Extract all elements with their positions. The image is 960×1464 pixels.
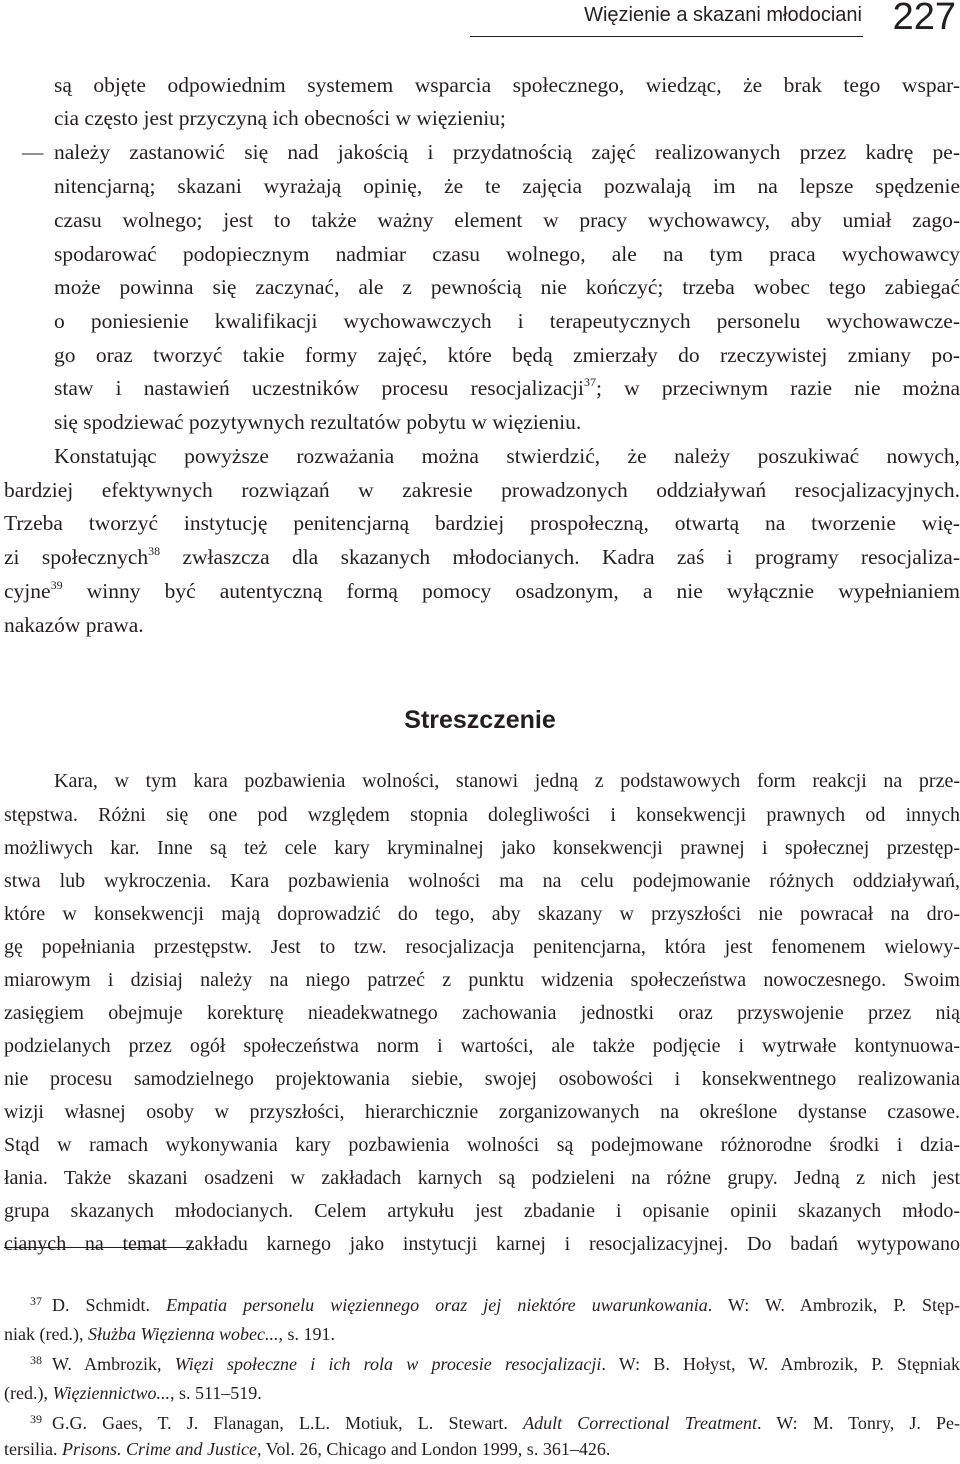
footnote-38 <box>30 1350 960 1378</box>
footnote-37 <box>30 1291 960 1319</box>
summary-line: podzielanych przez ogół społeczeństwa norm i wartości, ale także podjęcie i wytrwałe kontynuowa- <box>4 1035 960 1057</box>
body-line: są objęte odpowiednim systemem wsparcia społecznego, wiedząc, że brak tego wspar- <box>54 73 960 97</box>
body-line: bardziej efektywnych rozwiązań w zakresie prowadzonych oddziaływań resocjalizacyjnych. <box>4 478 960 502</box>
footnote-37-cont <box>4 1320 960 1348</box>
summary-line: które w konsekwencji mają doprowadzić do tego, aby skazany w przyszłości nie powracał na dro- <box>4 903 960 925</box>
footnote-text: . W: M. Tonry, J. Pe- <box>757 1413 960 1433</box>
footnote-39 <box>30 1409 960 1437</box>
footnote-text: , s. 191. <box>278 1324 335 1344</box>
footnote-39-cont <box>4 1435 960 1463</box>
footnote-ref: 39 <box>50 578 63 592</box>
running-title: Więzienie a skazani młodociani <box>584 4 862 26</box>
footnote-text: , Vol. 26, Chicago and London 1999, s. 361–426. <box>256 1439 611 1459</box>
summary-line: Kara, w tym kara pozbawienia wolności, stanowi jedną z podstawowych form reakcji na prze- <box>54 770 960 792</box>
footnote-number: 37 <box>30 1294 42 1308</box>
body-text-run: cyjne <box>4 579 51 603</box>
summary-line: możliwych kar. Inne są też cele kary kryminalnej jako konsekwencji prawnej i społecznej przestęp- <box>4 837 960 859</box>
footnote-text: . W: W. Ambrozik, P. Stęp- <box>707 1295 960 1315</box>
summary-line: zasięgiem obejmuje korekturę nieadekwatnego zachowania jednostki oraz przyswojenie przez nią <box>4 1002 960 1024</box>
summary-line: stwa lub wykroczenia. Kara pozbawienia wolności ma na celu podejmowanie różnych oddziaływań, <box>4 870 960 892</box>
summary-line: miarowym i dzisiaj należy na niego patrzeć z punktu widzenia społeczeństwa nowoczesnego. Swoim <box>4 969 960 991</box>
page-number: 227 <box>892 0 956 38</box>
body-line: nitencjarną; skazani wyrażają opinię, że te zajęcia pozwalają im na lepsze spędzenie <box>54 174 960 198</box>
summary-line: gę popełniania przestępstw. Jest to tzw. resocjalizacja penitencjarna, która jest fenomenem wielowy- <box>4 936 960 958</box>
footnote-text: niak (red.), <box>4 1324 88 1344</box>
body-line: może powinna się zaczynać, ale z pewnością nie kończyć; trzeba wobec tego zabiegać <box>54 275 960 299</box>
body-text-run: zwłaszcza dla skazanych młodocianych. Kadra zaś i programy resocjaliza- <box>160 545 960 569</box>
body-line <box>54 372 960 405</box>
body-line: cia często jest przyczyną ich obecności w więzieniu; <box>54 106 506 130</box>
header-rule <box>470 36 863 37</box>
footnote-title: Więzi społeczne i ich rola w procesie resocjalizacji <box>174 1354 602 1374</box>
body-line <box>4 541 960 574</box>
footnote-text: tersilia. <box>4 1439 62 1459</box>
footnote-ref: 38 <box>148 544 161 558</box>
summary-line: Stąd w ramach wykonywania kary pozbawienia wolności są podejmowane różnorodne środki i dzia- <box>4 1134 960 1156</box>
body-text-run: winny być autentyczną formą pomocy osadzonym, a nie wyłącznie wypełnianiem <box>62 579 960 603</box>
body-text-run: zi społecznych <box>4 545 149 569</box>
footnote-title: Służba Więzienna wobec... <box>87 1324 279 1344</box>
footnote-title: Więziennictwo... <box>52 1383 170 1403</box>
summary-line: cianych na temat zakładu karnego jako instytucji karnej i resocjalizacyjnej. Do badań wytypowano <box>4 1233 960 1255</box>
body-line: o poniesienie kwalifikacji wychowawczych i terapeutycznych personelu wychowawcze- <box>54 309 960 333</box>
summary-heading: Streszczenie <box>404 706 556 734</box>
footnote-title: Adult Correctional Treatment <box>523 1413 758 1433</box>
summary-line: nie procesu samodzielnego projektowania siebie, swojej osobowości i konsekwentnego realizowania <box>4 1068 960 1090</box>
body-line: się spodziewać pozytywnych rezultatów pobytu w więzieniu. <box>54 410 582 434</box>
footnote-38-cont <box>4 1379 960 1407</box>
footnote-text: W. Ambrozik, <box>52 1354 175 1374</box>
footnote-text: , s. 511–519. <box>169 1383 262 1403</box>
footnote-rule <box>4 1247 194 1248</box>
body-text-run: ; w przeciwnym razie nie można <box>595 376 960 400</box>
body-line: nakazów prawa. <box>4 613 144 637</box>
footnote-text: G.G. Gaes, T. J. Flanagan, L.L. Motiuk, L. Stewart. <box>52 1413 524 1433</box>
footnote-number: 38 <box>30 1353 42 1367</box>
footnote-text: . W: B. Hołyst, W. Ambrozik, P. Stępniak <box>601 1354 960 1374</box>
summary-line: stępstwa. Różni się one pod względem stopnia dolegliwości i konsekwencji prawnych od innych <box>4 804 960 826</box>
footnote-text: (red.), <box>4 1383 53 1403</box>
summary-line: grupa skazanych młodocianych. Celem artykułu jest zbadanie i opisanie opinii skazanych młodo- <box>4 1200 960 1222</box>
footnote-title: Empatia personelu więziennego oraz jej niektóre uwarunkowania <box>166 1295 708 1315</box>
summary-line: wizji własnej osoby w przyszłości, hierarchicznie zorganizowanych na określone dystanse czasowe. <box>4 1101 960 1123</box>
footnote-number: 39 <box>30 1412 42 1426</box>
footnote-text: D. Schmidt. <box>52 1295 167 1315</box>
body-line: Konstatując powyższe rozważania można stwierdzić, że należy poszukiwać nowych, <box>54 444 960 468</box>
body-line <box>4 575 960 608</box>
summary-line: łania. Także skazani osadzeni w zakładach karnych są podzieleni na różne grupy. Jedną z nich jest <box>4 1167 960 1189</box>
list-dash: — <box>22 140 44 164</box>
body-line: Trzeba tworzyć instytucję penitencjarną bardziej prospołeczną, otwartą na tworzenie wię- <box>4 511 960 535</box>
running-header <box>0 0 960 48</box>
footnote-title: Prisons. Crime and Justice <box>61 1439 257 1459</box>
footnote-ref: 37 <box>583 375 596 389</box>
body-line: czasu wolnego; jest to także ważny element w pracy wychowawcy, aby umiał zago- <box>54 208 960 232</box>
body-line: go oraz tworzyć takie formy zajęć, które będą zmierzały do rzeczywistej zmiany po- <box>54 343 960 367</box>
body-line: spodarować podopiecznym nadmiar czasu wolnego, ale na tym praca wychowawcy <box>54 242 960 266</box>
body-text-run: staw i nastawień uczestników procesu resocjalizacji <box>54 376 584 400</box>
body-line: należy zastanowić się nad jakością i przydatnością zajęć realizowanych przez kadrę pe- <box>54 140 960 164</box>
